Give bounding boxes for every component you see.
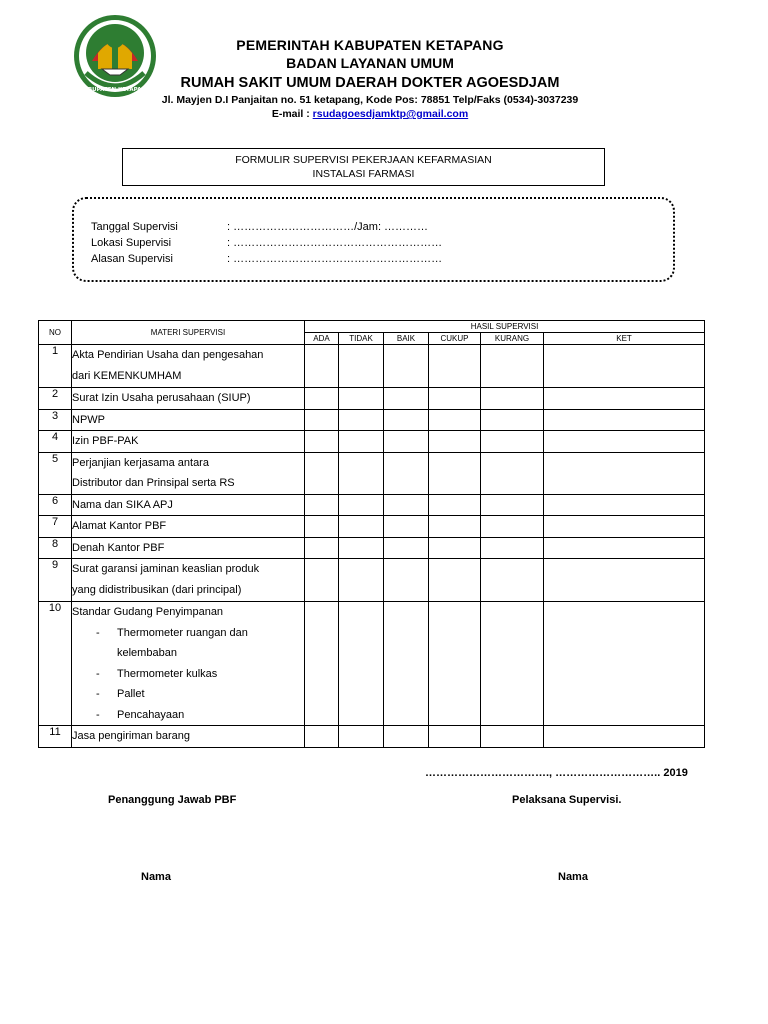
cell-baik[interactable]	[384, 559, 429, 602]
cell-kurang[interactable]	[481, 537, 544, 559]
row-materi: NPWP	[72, 409, 305, 431]
header-line-3: RUMAH SAKIT UMUM DAERAH DOKTER AGOESDJAM	[180, 75, 560, 91]
sub-item-text: Pencahayaan	[117, 708, 185, 721]
row-materi: Jasa pengiriman barang	[72, 726, 305, 748]
cell-baik[interactable]	[384, 388, 429, 410]
row-materi	[72, 345, 305, 388]
sub-item: - Pallet	[96, 688, 145, 700]
cell-tidak[interactable]	[339, 559, 384, 602]
cell-baik[interactable]	[384, 345, 429, 388]
lokasi-field[interactable]: : …………………………………………………	[227, 237, 443, 249]
cell-tidak[interactable]	[339, 516, 384, 538]
table-row	[39, 409, 705, 431]
cell-cukup[interactable]	[429, 559, 481, 602]
cell-ada[interactable]	[305, 559, 339, 602]
cell-cukup[interactable]	[429, 726, 481, 748]
table-row	[39, 494, 705, 516]
cell-tidak[interactable]	[339, 452, 384, 494]
cell-kurang[interactable]	[481, 388, 544, 410]
table-row	[39, 559, 705, 602]
cell-kurang[interactable]	[481, 602, 544, 726]
form-title-line-2: INSTALASI FARMASI	[312, 168, 415, 180]
materi-text: dari KEMENKUMHAM	[72, 369, 182, 382]
row-materi	[72, 559, 305, 602]
cell-tidak[interactable]	[339, 431, 384, 453]
cell-ada[interactable]	[305, 537, 339, 559]
tanggal-field[interactable]: : ……………………………/Jam: …………	[227, 221, 429, 233]
cell-baik[interactable]	[384, 452, 429, 494]
cell-tidak[interactable]	[339, 537, 384, 559]
signature-right-name[interactable]: Nama	[558, 871, 588, 883]
row-no: 3	[39, 409, 72, 431]
cell-kurang[interactable]	[481, 345, 544, 388]
cell-kurang[interactable]	[481, 431, 544, 453]
cell-baik[interactable]	[384, 516, 429, 538]
header-baik: BAIK	[384, 333, 429, 345]
cell-cukup[interactable]	[429, 537, 481, 559]
form-title-box	[122, 148, 605, 186]
row-materi	[72, 452, 305, 494]
cell-ket[interactable]	[544, 452, 705, 494]
row-materi: Denah Kantor PBF	[72, 537, 305, 559]
cell-baik[interactable]	[384, 537, 429, 559]
cell-ket[interactable]	[544, 602, 705, 726]
cell-cukup[interactable]	[429, 345, 481, 388]
cell-baik[interactable]	[384, 431, 429, 453]
cell-ket[interactable]	[544, 388, 705, 410]
materi-text: Distributor dan Prinsipal serta RS	[72, 477, 235, 489]
cell-tidak[interactable]	[339, 345, 384, 388]
cell-ada[interactable]	[305, 409, 339, 431]
signature-left-title: Penanggung Jawab PBF	[108, 794, 237, 806]
signature-date-line[interactable]: ……………………………., ……………………….. 2019	[425, 767, 688, 779]
signature-right-title: Pelaksana Supervisi.	[512, 794, 622, 806]
cell-tidak[interactable]	[339, 388, 384, 410]
header-email-line	[160, 107, 580, 121]
kabupaten-logo	[72, 13, 158, 99]
cell-ada[interactable]	[305, 431, 339, 453]
cell-ada[interactable]	[305, 726, 339, 748]
row-no: 8	[39, 537, 72, 559]
cell-cukup[interactable]	[429, 431, 481, 453]
sub-item-text: Thermometer kulkas	[117, 667, 218, 680]
row-no: 1	[39, 345, 72, 388]
materi-text: Surat garansi jaminan keaslian produk	[72, 563, 260, 575]
form-title-line-1: FORMULIR SUPERVISI PEKERJAAN KEFARMASIAN	[235, 154, 492, 166]
cell-ada[interactable]	[305, 602, 339, 726]
row-no: 9	[39, 559, 72, 602]
cell-kurang[interactable]	[481, 559, 544, 602]
cell-baik[interactable]	[384, 726, 429, 748]
cell-ket[interactable]	[544, 345, 705, 388]
email-label: E-mail :	[271, 108, 313, 120]
alasan-field[interactable]: : …………………………………………………	[227, 253, 443, 265]
row-no: 7	[39, 516, 72, 538]
cell-ada[interactable]	[305, 516, 339, 538]
info-row-alasan	[91, 253, 442, 265]
cell-baik[interactable]	[384, 494, 429, 516]
row-no: 4	[39, 431, 72, 453]
sub-item-text: Pallet	[117, 688, 145, 700]
cell-baik[interactable]	[384, 602, 429, 726]
table-row	[39, 537, 705, 559]
row-no: 2	[39, 388, 72, 410]
cell-tidak[interactable]	[339, 602, 384, 726]
cell-ada[interactable]	[305, 452, 339, 494]
table-row	[39, 345, 705, 388]
cell-ada[interactable]	[305, 494, 339, 516]
header-tidak: TIDAK	[339, 333, 384, 345]
row-materi: Izin PBF-PAK	[72, 431, 305, 453]
materi-text: Akta Pendirian Usaha dan pengesahan	[72, 349, 264, 361]
sub-item: - Thermometer kulkas	[96, 667, 218, 680]
sub-item-text: Thermometer ruangan dan	[117, 626, 248, 639]
cell-cukup[interactable]	[429, 494, 481, 516]
cell-kurang[interactable]	[481, 409, 544, 431]
cell-cukup[interactable]	[429, 388, 481, 410]
cell-ket[interactable]	[544, 537, 705, 559]
row-materi: Nama dan SIKA APJ	[72, 494, 305, 516]
row-no: 11	[39, 726, 72, 748]
header-no: NO	[39, 321, 72, 345]
sub-item-continued: kelembaban	[117, 647, 177, 659]
signature-left-name[interactable]: Nama	[141, 871, 171, 883]
cell-cukup[interactable]	[429, 516, 481, 538]
row-materi: Surat Izin Usaha perusahaan (SIUP)	[72, 388, 305, 410]
cell-baik[interactable]	[384, 409, 429, 431]
cell-ket[interactable]	[544, 559, 705, 602]
cell-kurang[interactable]	[481, 452, 544, 494]
info-row-tanggal	[91, 221, 428, 233]
svg-text:KABUPATEN KETAPANG: KABUPATEN KETAPANG	[79, 87, 151, 93]
table-row	[39, 388, 705, 410]
supervision-info-box	[72, 197, 675, 282]
cell-ada[interactable]	[305, 388, 339, 410]
materi-text: Perjanjian kerjasama antara	[72, 456, 209, 469]
header-line-2: BADAN LAYANAN UMUM	[286, 55, 454, 71]
lokasi-label: Lokasi Supervisi	[91, 237, 172, 249]
sub-item: - Thermometer ruangan dan	[96, 626, 248, 639]
materi-text: yang didistribusikan (dari principal)	[72, 583, 242, 596]
table-row	[39, 726, 705, 748]
header-kurang: KURANG	[481, 333, 544, 345]
cell-ket[interactable]	[544, 409, 705, 431]
row-no: 6	[39, 494, 72, 516]
cell-ket[interactable]	[544, 431, 705, 453]
cell-kurang[interactable]	[481, 726, 544, 748]
table-row	[39, 602, 705, 726]
header-hasil: HASIL SUPERVISI	[305, 321, 705, 333]
cell-kurang[interactable]	[481, 516, 544, 538]
header-cukup: CUKUP	[429, 333, 481, 345]
cell-ada[interactable]	[305, 345, 339, 388]
cell-ket[interactable]	[544, 494, 705, 516]
cell-tidak[interactable]	[339, 494, 384, 516]
cell-kurang[interactable]	[481, 494, 544, 516]
tanggal-label: Tanggal Supervisi	[91, 221, 178, 233]
cell-cukup[interactable]	[429, 452, 481, 494]
table-row	[39, 431, 705, 453]
supervision-table	[38, 320, 705, 748]
table-row	[39, 452, 705, 494]
row-no: 10	[39, 602, 72, 726]
cell-tidak[interactable]	[339, 726, 384, 748]
email-link[interactable]: rsudagoesdjamktp@gmail.com	[312, 108, 469, 120]
cell-ket[interactable]	[544, 726, 705, 748]
row-materi	[72, 602, 305, 726]
materi-text: Standar Gudang Penyimpanan	[72, 606, 224, 618]
info-row-lokasi	[91, 237, 442, 249]
header-materi: MATERI SUPERVISI	[72, 321, 305, 345]
row-materi: Alamat Kantor PBF	[72, 516, 305, 538]
header-ada: ADA	[305, 333, 339, 345]
header-line-1: PEMERINTAH KABUPATEN KETAPANG	[236, 37, 504, 53]
table-row	[39, 516, 705, 538]
cell-cukup[interactable]	[429, 409, 481, 431]
header-ket: KET	[544, 333, 705, 345]
cell-ket[interactable]	[544, 516, 705, 538]
cell-tidak[interactable]	[339, 409, 384, 431]
alasan-label: Alasan Supervisi	[91, 253, 173, 265]
letterhead	[160, 36, 580, 121]
header-address: Jl. Mayjen D.I Panjaitan no. 51 ketapang, Kode Pos: 78851 Telp/Faks (0534)-3037239	[161, 94, 579, 106]
cell-cukup[interactable]	[429, 602, 481, 726]
sub-item: - Pencahayaan	[96, 708, 185, 721]
row-no: 5	[39, 452, 72, 494]
